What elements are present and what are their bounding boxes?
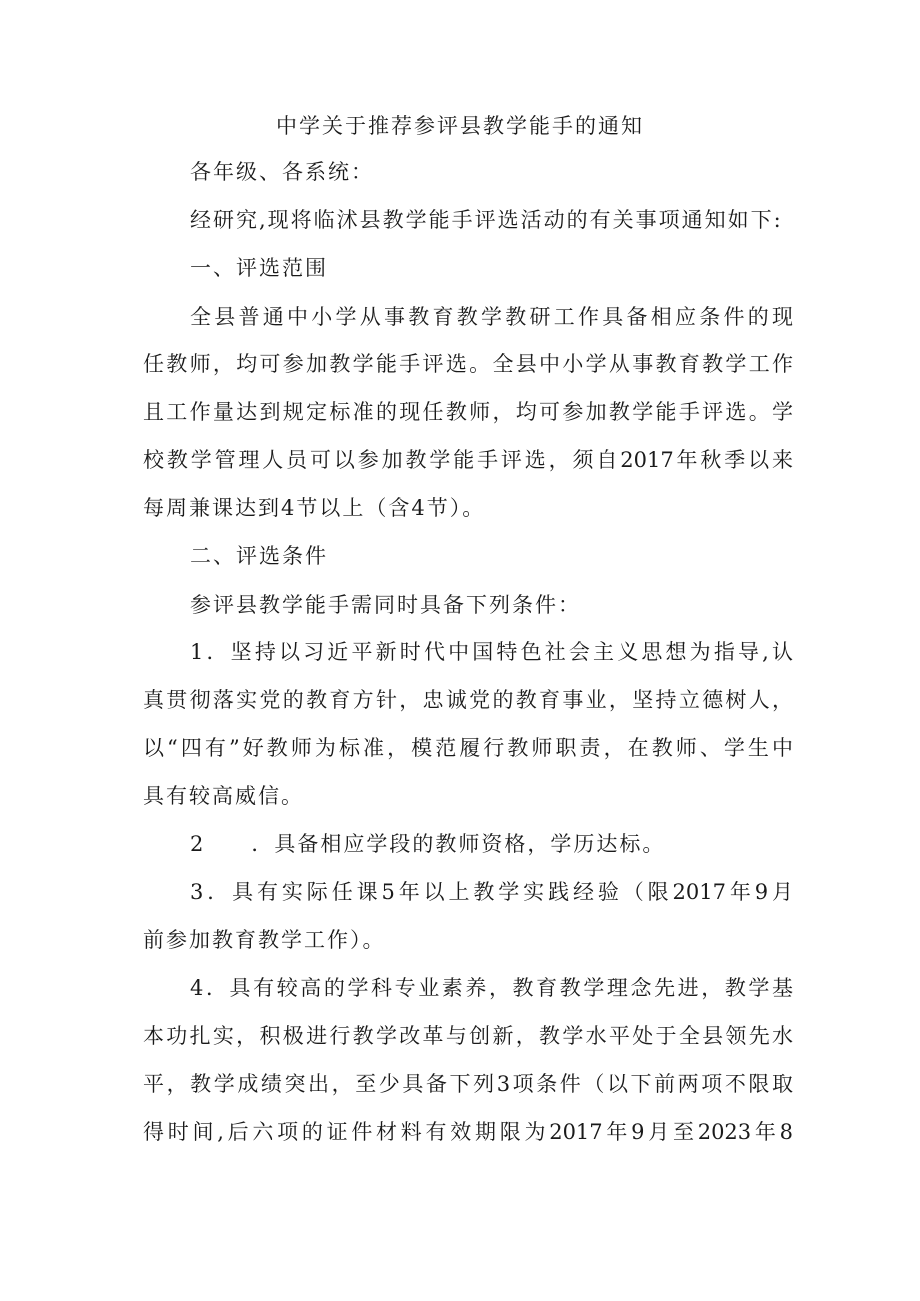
body-line: 4．具有较高的学科专业素养，教育教学理念先进，教学基 [190, 976, 793, 1000]
section-heading: 二、评选条件 [190, 544, 328, 568]
body-line: 全县普通中小学从事教育教学教研工作具备相应条件的现 [190, 305, 793, 329]
body-line: 本功扎实，积极进行教学改革与创新，教学水平处于全县领先水 [143, 1024, 793, 1048]
body-line: 以“四有”好教师为标准，模范履行教师职责，在教师、学生中 [143, 736, 793, 760]
body-line: 具有较高威信。 [143, 784, 304, 808]
body-line: 参评县教学能手需同时具备下列条件： [190, 593, 581, 617]
body-line: 3．具有实际任课5年以上教学实践经验（限2017年9月 [190, 880, 793, 904]
document-title: 中学关于推荐参评县教学能手的通知 [276, 114, 644, 138]
body-line: 任教师，均可参加教学能手评选。全县中小学从事教育教学工作 [143, 352, 793, 376]
body-line: 真贯彻落实党的教育方针，忠诚党的教育事业，坚持立德树人， [143, 688, 793, 712]
salutation-line: 各年级、各系统： [190, 160, 374, 184]
body-line: 每周兼课达到4节以上（含4节）。 [143, 496, 486, 520]
section-heading: 一、评选范围 [190, 256, 328, 280]
body-line: 平，教学成绩突出，至少具备下列3项条件（以下前两项不限取 [143, 1072, 793, 1096]
body-line: 前参加教育教学工作）。 [143, 928, 386, 952]
body-line: 经研究,现将临沭县教学能手评选活动的有关事项通知如下: [190, 208, 783, 232]
body-line: 且工作量达到规定标准的现任教师，均可参加教学能手评选。学 [143, 400, 793, 424]
body-line: 得时间,后六项的证件材料有效期限为2017年9月至2023年8 [143, 1120, 793, 1144]
body-line: 1．坚持以习近平新时代中国特色社会主义思想为指导,认 [190, 640, 793, 664]
body-line: 校教学管理人员可以参加教学能手评选，须自2017年秋季以来 [143, 448, 793, 472]
body-line: 2 ．具备相应学段的教师资格，学历达标。 [190, 832, 666, 856]
